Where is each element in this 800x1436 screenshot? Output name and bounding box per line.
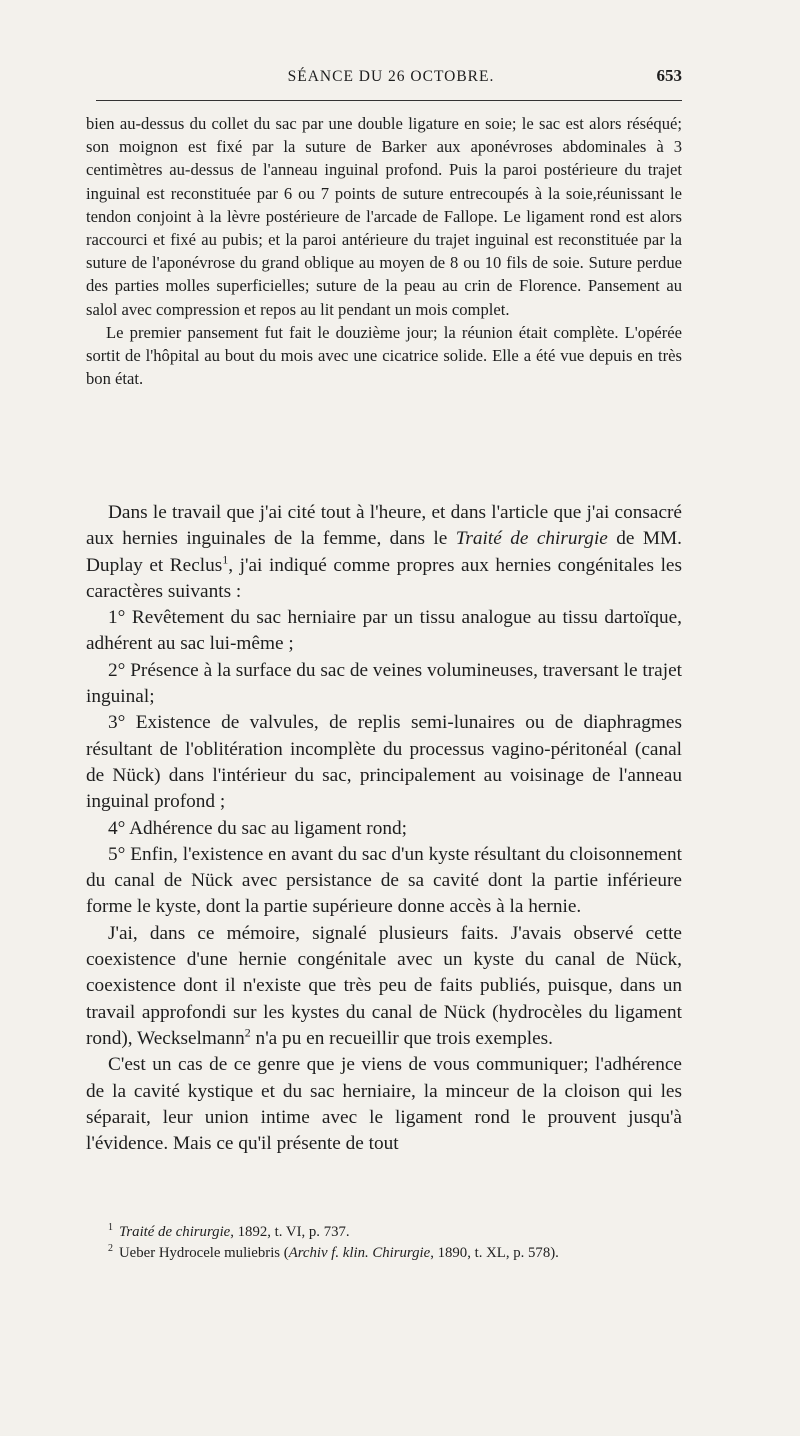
italic-title: Traité de chirurgie — [455, 528, 608, 550]
footnotes — [88, 1222, 688, 1264]
italic-title: Traité de chirurgie — [119, 1224, 231, 1240]
case-paragraph: Le premier pansement fut fait le douzième jour; la réunion était complète. L'opérée sortit de l'hôpital au bout du mois avec une cicatrice solide. Elle a été vue depuis en très bon état. — [86, 322, 682, 389]
italic-title: Archiv f. klin. Chirurgie — [288, 1245, 431, 1261]
footnote — [88, 1222, 688, 1243]
footnote — [88, 1243, 688, 1264]
text-run: J'ai, dans ce mémoire, signalé plusieurs faits. J'avais observé cette coexistence d'une hernie congénitale avec un kyste du canal de Nück, coexistence dont il n'existe que très peu de faits publiés, puisque, dans un travail approfondi sur les kystes du canal de Nück (hydrocèles du ligament rond), Weckselmann — [86, 922, 682, 1049]
text-run: Ueber Hydrocele muliebris ( — [119, 1245, 289, 1261]
list-item: 1° Revêtement du sac herniaire par un tissu analogue au tissu dartoïque, adhérent au sac lui-même ; — [86, 607, 682, 655]
body-paragraph — [86, 500, 682, 605]
list-item: 5° Enfin, l'existence en avant du sac d'un kyste résultant du cloisonnement du canal de Nück avec persistance de sa cavité dont la partie inférieure forme le kyste, dont la partie supérieure donne accès à la hernie. — [86, 843, 682, 918]
running-title: SÉANCE DU 26 OCTOBRE. — [287, 68, 495, 85]
list-item: 2° Présence à la surface du sac de veines volumineuses, traversant le trajet inguinal; — [86, 659, 682, 708]
list-item: 3° Existence de valvules, de replis semi-lunaires ou de diaphragmes résultant de l'oblitération incomplète du processus vagino-péritonéal (canal de Nück) dans l'intérieur du sac, principalement au voisinage de l'anneau inguinal profond ; — [86, 712, 682, 813]
case-report-block — [86, 112, 682, 390]
main-text — [86, 500, 682, 1157]
header-rule — [96, 100, 682, 101]
text-run: Dans le travail que j'ai cité tout à l'heure, et dans l'article que j'ai consacré aux hernies inguinales de la femme, dans le — [86, 502, 682, 550]
body-paragraph: C'est un cas de ce genre que je viens de vous communiquer; l'adhérence de la cavité kystique et du sac herniaire, la minceur de la cloison qui les séparait, leur union intime avec le ligament rond le prouvent jusqu'à l'évidence. Mais ce qu'il présente de tout — [86, 1054, 682, 1155]
text-run: , 1892, t. VI, p. 737. — [230, 1224, 350, 1240]
footnote-ref: 1 — [222, 552, 229, 567]
footnote-ref: 2 — [244, 1025, 251, 1040]
case-paragraph: bien au-dessus du collet du sac par une double ligature en soie; le sac est alors réséqué; son moignon est fixé par la suture de Barker aux aponévroses abdominales à 3 centimètres au-dessus de l'anneau inguinal profond. Puis la paroi postérieure du trajet inguinal est reconstituée par 6 ou 7 points de suture entrecoupés à la soie,réunissant le tendon conjoint à la lèvre postérieure de l'arcade de Fallope. Le ligament rond est alors raccourci et fixé au pubis; et la paroi antérieure du trajet inguinal est reconstituée par la suture de l'aponévrose du grand oblique au moyen de 8 ou 10 fils de soie. Suture perdue des parties molles superficielles; suture de la peau au crin de Florence. Pansement au salol avec compression et repos au lit pendant un mois complet. — [86, 114, 682, 319]
footnote-mark: 2 — [108, 1243, 113, 1255]
footnote-mark: 1 — [108, 1222, 113, 1234]
list-item: 4° Adhérence du sac au ligament rond; — [108, 817, 407, 839]
text-run: de MM. Duplay et Reclus — [86, 528, 682, 576]
page-header — [96, 64, 686, 94]
text-run: , j'ai indiqué comme propres aux hernies congénitales les caractères suivants : — [86, 554, 682, 602]
page-number: 653 — [656, 66, 682, 85]
text-run: n'a pu en recueillir que trois exemples. — [250, 1027, 553, 1049]
body-paragraph — [86, 921, 682, 1052]
text-run: , 1890, t. XL, p. 578). — [430, 1245, 559, 1261]
